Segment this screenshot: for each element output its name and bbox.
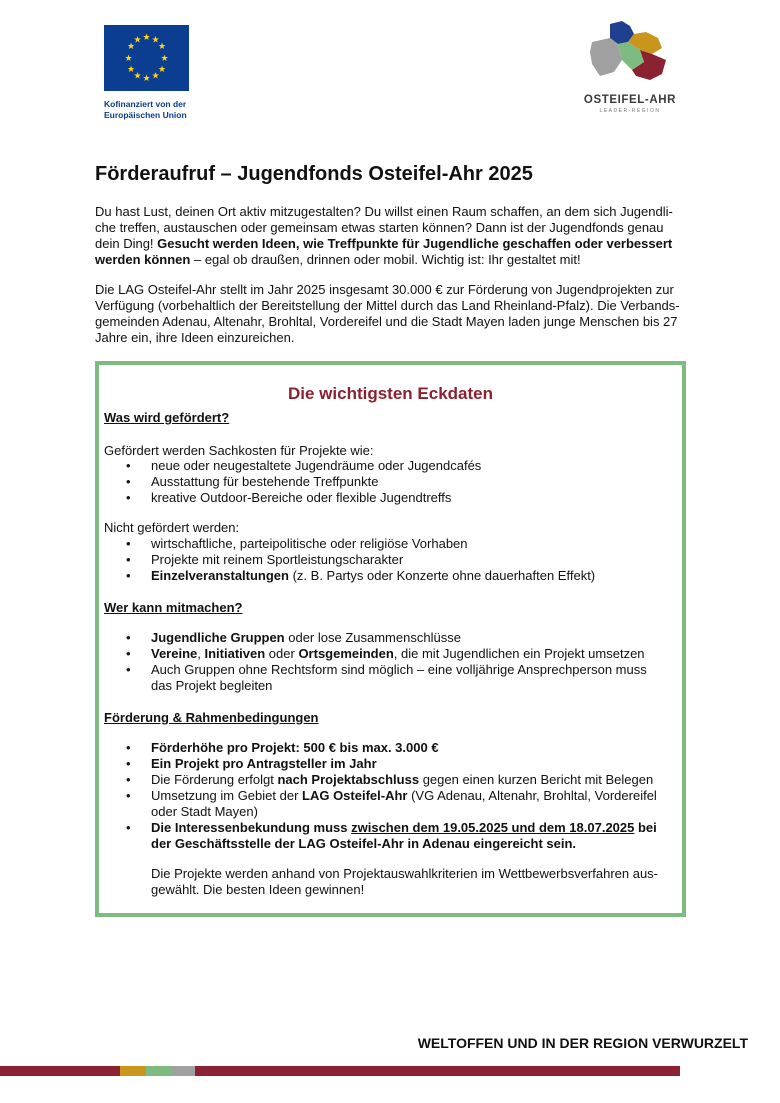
not-funded-intro: Nicht gefördert werden: [104,520,240,535]
footer-bar-segment [195,1066,680,1076]
svg-text:★: ★ [124,54,133,64]
region-map-logo [588,20,670,86]
list-item: Einzelveranstaltungen (z. B. Partys oder Konzerte ohne dauerhaften Effekt) [151,568,596,583]
footer-bar-segment [146,1066,171,1076]
list-item: Ausstattung für bestehende Treffpunkte [151,474,379,489]
bullet: • [126,630,131,645]
list-item: Umsetzung im Gebiet der LAG Osteifel-Ahr (VG Adenau, Altenahr, Brohltal, Vordereifel oder Stadt Mayen) [151,788,657,819]
eu-stars-icon [104,25,189,91]
svg-text:★: ★ [126,65,136,75]
bullet: • [126,490,131,505]
list-item: Die Interessenbekundung muss zwischen dem 19.05.2025 und dem 18.07.2025 bei der Geschäftsstelle der LAG Osteifel-Ahr in Adenau eingereicht sein. [151,820,657,851]
list-item: Auch Gruppen ohne Rechtsform sind möglich – eine volljährige Ansprechperson muss das Projekt begleiten [151,662,647,693]
bullet: • [126,536,131,551]
svg-text:★: ★ [157,42,167,52]
bullet: • [126,474,131,489]
intro-paragraph: Du hast Lust, deinen Ort aktiv mitzugestalten? Du willst einen Raum schaffen, an dem sich Jugendli- che treffen, austauschen oder gemeinsam etwas starten können? Dann ist der Jugendfonds genau dein Ding! Gesucht werden Ideen, wie Treffpunkte für Jugendliche geschaffen oder verbessert werden können – egal ob draußen, drinnen oder mobil. Wichtig ist: Ihr gestaltet mit! [95,204,673,267]
bullet: • [126,740,131,755]
list-item: Projekte mit reinem Sportleistungscharakter [151,552,404,567]
list-item: wirtschaftliche, parteipolitische oder religiöse Vorhaben [151,536,468,551]
footer-bar-segment [0,1066,120,1076]
key-facts-title: Die wichtigsten Eckdaten [288,384,493,403]
page-title: Förderaufruf – Jugendfonds Osteifel-Ahr 2025 [95,163,533,185]
list-item: Förderhöhe pro Projekt: 500 € bis max. 3.000 € [151,740,439,755]
footer-bar-segment [171,1066,195,1076]
svg-text:★: ★ [142,74,151,84]
svg-text:★: ★ [157,65,167,75]
bullet: • [126,820,131,835]
bullet: • [126,646,131,661]
bullet: • [126,772,131,787]
section-heading-conditions: Förderung & Rahmenbedingungen [104,710,319,725]
svg-text:★: ★ [151,35,160,46]
list-item: Vereine, Initiativen oder Ortsgemeinden, die mit Jugendlichen ein Projekt umsetzen [151,646,645,661]
footer-bar-segment [120,1066,146,1076]
section-heading-funded: Was wird gefördert? [104,410,230,425]
svg-text:★: ★ [126,42,136,52]
bullet: • [126,756,131,771]
list-item: neue oder neugestaltete Jugendräume oder Jugendcafés [151,458,482,473]
list-item: Die Förderung erfolgt nach Projektabschluss gegen einen kurzen Bericht mit Belegen [151,772,654,787]
bullet: • [126,552,131,567]
list-item: Ein Projekt pro Antragsteller im Jahr [151,756,377,771]
list-item: Jugendliche Gruppen oder lose Zusammenschlüsse [151,630,461,645]
bullet: • [126,458,131,473]
region-name: OSTEIFEL-AHR [583,94,677,106]
bullet: • [126,662,131,677]
region-subtitle: LEADER-REGION [599,108,661,114]
funded-intro: Gefördert werden Sachkosten für Projekte wie: [104,443,374,458]
eu-flag [104,25,189,91]
svg-text:★: ★ [160,54,169,64]
section-heading-who: Wer kann mitmachen? [104,600,243,615]
closing-text: Die Projekte werden anhand von Projektauswahlkriterien im Wettbewerbsverfahren aus- gewählt. Die besten Ideen gewinnen! [151,866,659,897]
footer-slogan: WELTOFFEN UND IN DER REGION VERWURZELT [417,1035,748,1051]
eu-cofinanced-caption: Kofinanziert von der Europäischen Union [104,99,187,120]
funding-paragraph: Die LAG Osteifel-Ahr stellt im Jahr 2025 insgesamt 30.000 € zur Förderung von Jugendprojekten zur Verfügung (vorbehaltlich der Bereitstellung der Mittel durch das Land Rheinland-Pfalz). Die Verbands- gemeinden Adenau, Altenahr, Brohltal, Vordereifel und die Stadt Mayen laden junge Menschen bis 27 Jahre ein, ihre Ideen einzureichen. [95,282,680,345]
svg-text:★: ★ [151,71,160,82]
svg-text:★: ★ [133,71,142,82]
svg-text:★: ★ [133,35,142,46]
bullet: • [126,788,131,803]
svg-text:★: ★ [142,33,151,43]
list-item: kreative Outdoor-Bereiche oder flexible Jugendtreffs [151,490,452,505]
bullet: • [126,568,131,583]
